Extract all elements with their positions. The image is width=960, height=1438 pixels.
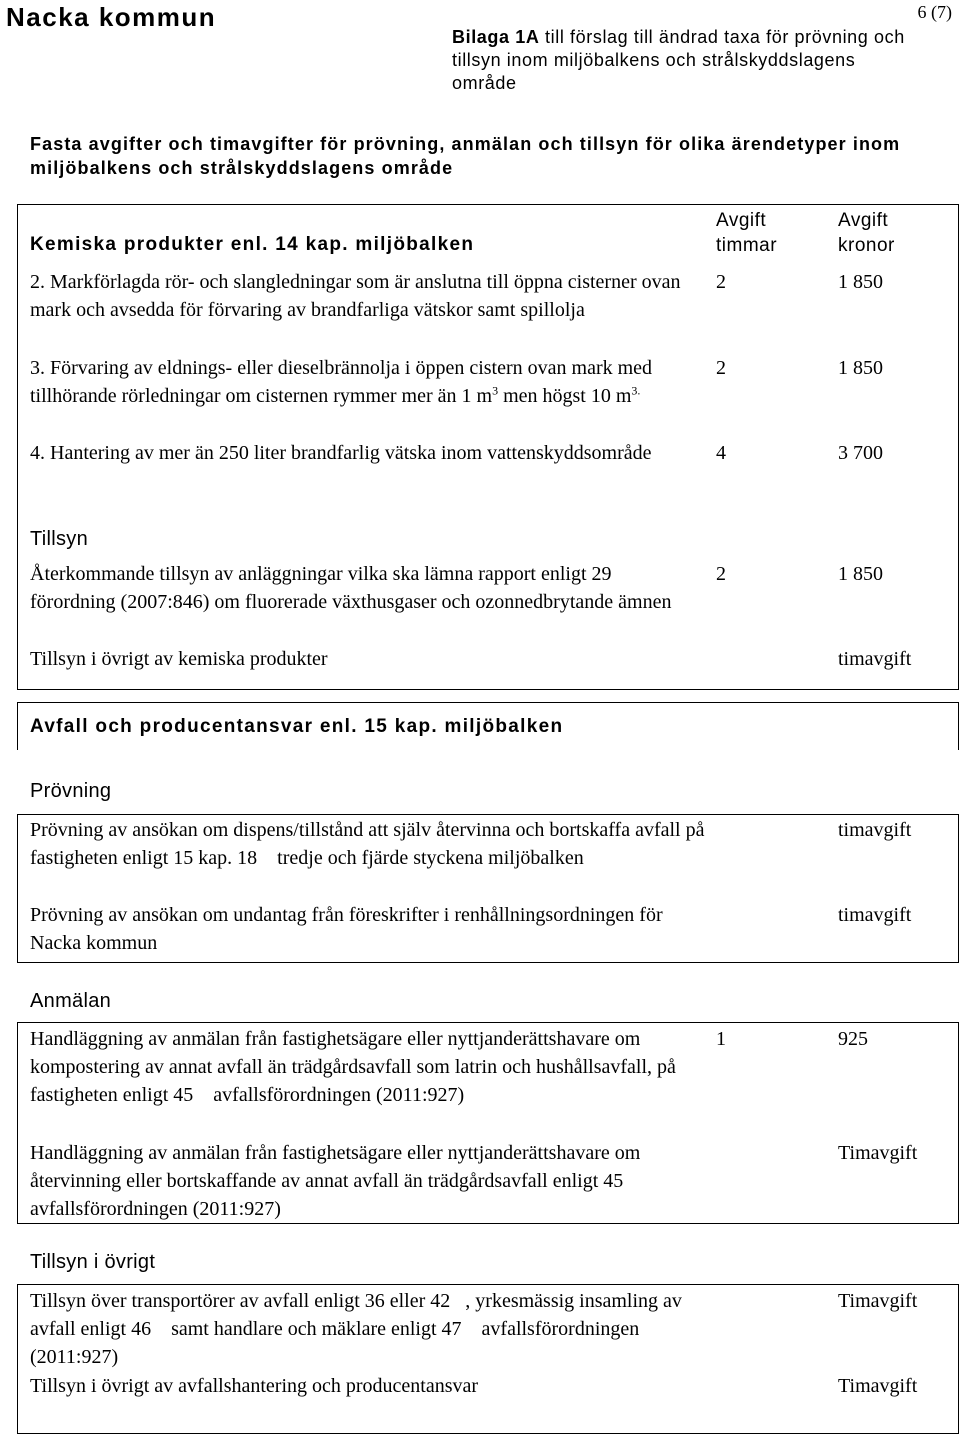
fee-item-hours: 1 xyxy=(716,1028,726,1050)
column-header-hours-line1: Avgift xyxy=(716,210,767,231)
fee-item-hours: 2 xyxy=(716,563,726,585)
bilaga-text: till förslag till ändrad taxa för prövning och tillsyn inom miljöbalkens och strålskyddslagens område xyxy=(452,27,905,93)
fee-item-kronor: 1 850 xyxy=(838,357,883,379)
anmalan-subheading: Anmälan xyxy=(30,990,112,1012)
fee-item-description: Prövning av ansökan om dispens/tillstånd att själv återvinna och bortskaffa avfall på fastigheten enligt 15 kap. 18 tredje och fjärde styckena miljöbalken xyxy=(30,819,705,869)
paragraph-sign-icon xyxy=(156,1319,166,1337)
tillsyn-ovrigt-subheading: Tillsyn i övrigt xyxy=(30,1251,156,1273)
document-title: Fasta avgifter och timavgifter för prövning, anmälan och tillsyn för olika ärendetyper inom miljöbalkens och strålskyddslagens område xyxy=(30,134,901,178)
tillsyn-subheading: Tillsyn xyxy=(30,528,89,550)
fee-item-hours: 2 xyxy=(716,271,726,293)
column-header-hours xyxy=(716,208,777,258)
fee-item-description: Tillsyn i övrigt av avfallshantering och producentansvar xyxy=(30,1375,479,1397)
column-header-kronor-line1: Avgift xyxy=(838,210,889,231)
paragraph-sign-icon xyxy=(198,1085,208,1103)
fee-item-kronor: timavgift xyxy=(838,648,912,670)
fee-item-kronor: Timavgift xyxy=(838,1142,918,1164)
column-header-kronor-line2: kronor xyxy=(838,235,895,256)
fee-item-description: Handläggning av anmälan från fastighetsägare eller nyttjanderättshavare om kompostering av annat avfall än trädgårdsavfall som latrin och hushållsavfall, på fastigheten enligt 45 avfallsförordningen (2011:927) xyxy=(30,1028,676,1106)
fee-item-description: Tillsyn i övrigt av kemiska produkter xyxy=(30,648,328,670)
fee-item-description: Prövning av ansökan om undantag från föreskrifter i renhållningsordningen för Nacka kommun xyxy=(30,904,663,954)
page-number: 6 (7) xyxy=(917,2,952,22)
fee-item-hours: 4 xyxy=(716,442,726,464)
fee-item-kronor: timavgift xyxy=(838,904,912,926)
fee-item-description: 4. Hantering av mer än 250 liter brandfarlig vätska inom vattenskyddsområde xyxy=(30,442,652,464)
paragraph-sign-icon xyxy=(262,848,272,866)
fee-item-kronor: 1 850 xyxy=(838,563,883,585)
paragraph-sign-icon xyxy=(455,1291,465,1309)
organization-name: Nacka kommun xyxy=(6,2,217,32)
paragraph-sign-icon xyxy=(628,1171,638,1189)
fee-item-kronor: Timavgift xyxy=(838,1375,918,1397)
fee-item-kronor: 925 xyxy=(838,1028,868,1050)
fee-item-description: Tillsyn över transportörer av avfall enligt 36 eller 42 , yrkesmässig insamling av avfall enligt 46 samt handlare och mäklare enligt 47 avfallsförordningen (2011:927) xyxy=(30,1290,682,1368)
fee-item-kronor: Timavgift xyxy=(838,1290,918,1312)
paragraph-sign-icon xyxy=(617,564,627,582)
provning-subheading: Prövning xyxy=(30,780,112,802)
column-header-hours-line2: timmar xyxy=(716,235,778,256)
kemiska-heading: Kemiska produkter enl. 14 kap. miljöbalken xyxy=(30,234,475,255)
fee-item-kronor: 3 700 xyxy=(838,442,883,464)
bilaga-caption xyxy=(452,26,922,95)
fee-item-description: 2. Markförlagda rör- och slangledningar som är anslutna till öppna cisterner ovan mark och avsedda för förvaring av brandfarliga vätskor samt spillolja xyxy=(30,271,681,321)
bilaga-label: Bilaga 1A xyxy=(452,27,540,47)
fee-item-kronor: 1 850 xyxy=(838,271,883,293)
fee-item-description: 3. Förvaring av eldnings- eller dieselbrännolja i öppen cistern ovan mark med tillhörande rörledningar om cisternen rymmer mer än 1 $m^3$ men högst 10 $m^{3.}$ xyxy=(30,357,653,407)
fee-item-kronor: timavgift xyxy=(838,819,912,841)
column-header-kronor xyxy=(838,208,895,258)
fee-item-description: Återkommande tillsyn av anläggningar vilka ska lämna rapport enligt 29 förordning (2007:846) om fluorerade växthusgaser och ozonnedbrytande ämnen xyxy=(30,563,672,613)
fee-item-hours: 2 xyxy=(716,357,726,379)
fee-item-description: Handläggning av anmälan från fastighetsägare eller nyttjanderättshavare om återvinning eller bortskaffande av annat avfall än trädgårdsavfall enligt 45 avfallsförordningen (2011:927) xyxy=(30,1142,641,1220)
avfall-heading: Avfall och producentansvar enl. 15 kap. miljöbalken xyxy=(30,716,564,737)
paragraph-sign-icon xyxy=(467,1319,477,1337)
